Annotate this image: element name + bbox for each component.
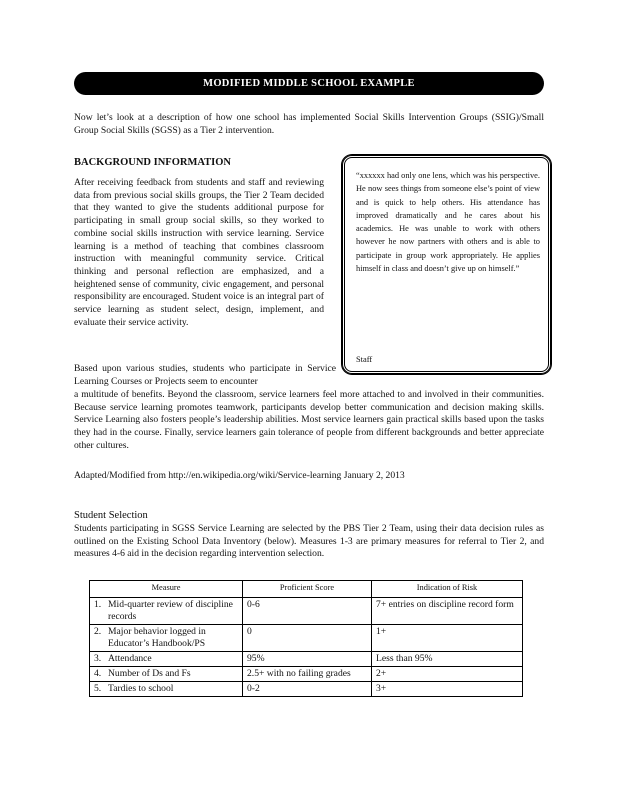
row-number: 3. [94,653,102,664]
risk-cell: 2+ [372,667,523,682]
score-cell: 0-2 [243,682,372,697]
measure-cell [90,598,243,625]
selection-paragraph: Students participating in SGSS Service Learning are selected by the PBS Tier 2 Team, using their data decision rules as outlined on the Existing School Data Inventory (below). Measures 1-3 are primary measures for referral to Tier 2, and measures 4-6 aid in the decision regarding intervention selection. [74,523,544,560]
measure-cell [90,625,243,652]
score-cell: 95% [243,652,372,667]
table-row [90,682,523,697]
quote-text: “xxxxxx had only one lens, which was his perspective. He now sees things from someone else’s point of view and is quick to help others. His attendance has improved dramatically and he cares about his academics. He was unable to work with others however he now partners with others and is able to participate in group work appropriately. He applies himself in class and doesn’t give up on himself.” [356,171,540,274]
risk-cell: Less than 95% [372,652,523,667]
measure-text: Tardies to school [108,683,174,694]
row-number: 2. [94,626,102,637]
header-measure: Measure [90,581,243,598]
measure-text: Major behavior logged in Educator’s Handbook/PS [108,626,206,649]
intro-paragraph: Now let’s look at a description of how one school has implemented Social Skills Intervention Groups (SSIG)/Small Group Social Skills (SGSS) as a Tier 2 intervention. [74,112,544,136]
row-number: 1. [94,599,102,610]
studies-paragraph-start: Based upon various studies, students who participate in Service Learning Courses or Projects seem to encounter [74,363,336,387]
measure-cell [90,652,243,667]
row-number: 5. [94,683,102,694]
table-row [90,667,523,682]
header-indication-of-risk: Indication of Risk [372,581,523,598]
measure-text: Number of Ds and Fs [108,668,191,679]
score-cell: 0 [243,625,372,652]
adapted-source: Adapted/Modified from http://en.wikipedia.org/wiki/Service-learning January 2, 2013 [74,470,405,481]
risk-cell: 1+ [372,625,523,652]
table-row [90,625,523,652]
header-proficient-score: Proficient Score [243,581,372,598]
score-cell: 0-6 [243,598,372,625]
measure-text: Attendance [108,653,152,664]
score-cell: 2.5+ with no failing grades [243,667,372,682]
table-header-row [90,581,523,598]
table-row [90,652,523,667]
risk-cell: 7+ entries on discipline record form [372,598,523,625]
risk-cell: 3+ [372,682,523,697]
section-banner: MODIFIED MIDDLE SCHOOL EXAMPLE [74,72,544,95]
table-row [90,598,523,625]
measures-table [89,580,523,697]
quote-attribution: Staff [356,355,373,364]
measure-cell [90,667,243,682]
studies-paragraph-end: a multitude of benefits. Beyond the classroom, service learners feel more attached to and involved in their communities. Because service learning promotes teamwork, participants develop better communication and decision making skills. Service Learning also fosters people’s leadership abilities. Most service learners gain practical skills based upon the tasks they had in the course. Finally, service learners gain tolerance of people from different backgrounds and better appreciate other cultures. [74,389,544,451]
quote-box [342,155,551,374]
measure-cell [90,682,243,697]
measure-text: Mid-quarter review of discipline records [108,599,233,622]
row-number: 4. [94,668,102,679]
background-heading: BACKGROUND INFORMATION [74,157,232,168]
background-paragraph: After receiving feedback from students and staff and reviewing data from previous social skills groups, the Tier 2 Team decided that they wanted to give the students additional purpose for participating in small group social skills, so they worked to combine social skills instruction with service learning. Service learning is a method of teaching that combines classroom instruction with meaningful community service. Critical thinking and personal reflection are emphasized, and a heightened sense of community, civic engagement, and personal responsibility are encouraged. Student voice is an integral part of service learning as student select, design, implement, and evaluate their service activity. [74,177,324,328]
selection-heading: Student Selection [74,510,148,521]
